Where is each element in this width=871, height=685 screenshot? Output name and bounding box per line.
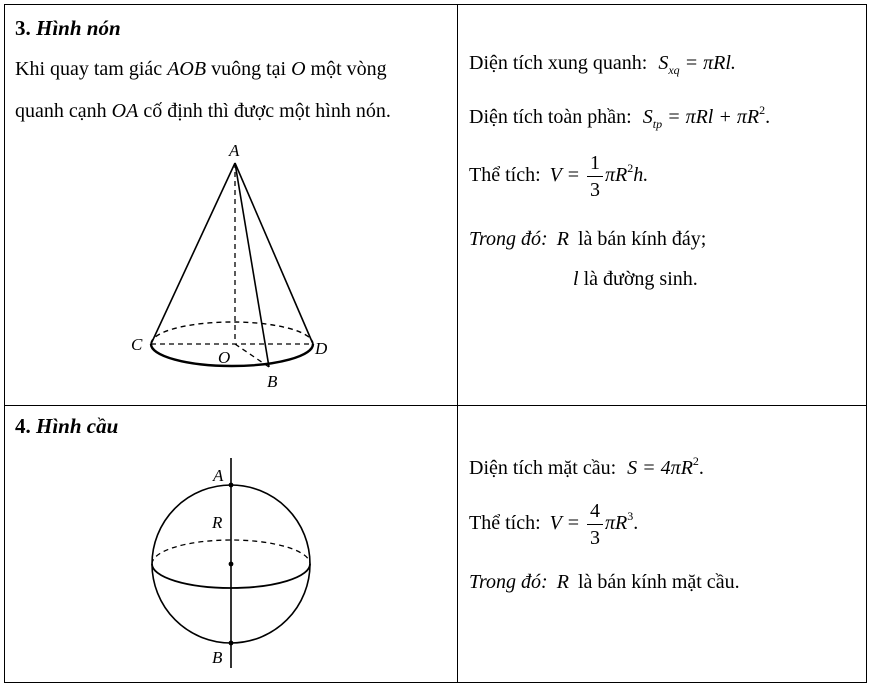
desc-text: một vòng: [310, 58, 387, 80]
volume-lhs: V =: [549, 512, 580, 535]
cone-heading-text: Hình nón: [36, 16, 121, 40]
sphere-label-a: A: [213, 466, 224, 485]
lateral-area-label: Diện tích xung quanh:: [469, 52, 648, 74]
cone-base-front: [151, 344, 313, 366]
sphere-where-r: [469, 571, 740, 594]
cone-base-back: [151, 322, 313, 344]
triangle-symbol: AOB: [167, 58, 207, 80]
fraction-denominator: 3: [590, 179, 600, 201]
cone-side-right: [235, 163, 313, 344]
desc-text: vuông tại: [211, 58, 287, 80]
volume-formula: πR: [605, 512, 628, 535]
lateral-area-formula: = πRl.: [684, 52, 736, 74]
radius-description: là bán kính mặt cầu.: [577, 571, 740, 593]
total-area-label: Diện tích toàn phần:: [469, 106, 632, 128]
cone-label-o: O: [218, 348, 231, 367]
fraction-numerator: 4: [587, 501, 603, 525]
total-area-formula: = πRl + πR: [667, 106, 760, 128]
cone-label-b: B: [267, 372, 278, 391]
cone-volume: [469, 153, 648, 200]
cone-heading-number: 3.: [15, 16, 31, 40]
volume-exponent: 2: [627, 161, 634, 176]
fraction-denominator: 3: [590, 527, 600, 549]
volume-exponent: 3: [627, 509, 634, 524]
generatrix-symbol: l: [573, 268, 579, 290]
cone-generatrix-ab: [235, 163, 269, 367]
cone-label-c: C: [131, 335, 143, 354]
sphere-point-b: [229, 641, 234, 646]
sphere-point-center: [229, 562, 234, 567]
generatrix-description: là đường sinh.: [583, 268, 698, 290]
surface-area-exponent: 2: [692, 454, 699, 468]
total-area-end: .: [765, 106, 771, 128]
cone-label-d: D: [315, 339, 328, 358]
volume-label: Thể tích:: [469, 164, 541, 187]
surface-area-end: .: [698, 457, 704, 479]
cone-side-left: [151, 163, 235, 344]
sphere-heading-text: Hình cầu: [36, 414, 119, 438]
sphere-figure: [5, 406, 457, 682]
lateral-area-symbol: S: [658, 52, 669, 74]
volume-end: .: [633, 512, 639, 535]
cone-total-area: [469, 103, 770, 132]
desc-text: Khi quay tam giác: [15, 58, 163, 80]
sphere-surface-area: [469, 454, 704, 480]
volume-formula: πR: [605, 164, 628, 187]
cone-lateral-area: [469, 52, 736, 78]
fraction-numerator: 1: [587, 153, 603, 177]
point-symbol: O: [291, 58, 306, 80]
volume-fraction: [587, 501, 603, 548]
desc-text: cố định thì được một hình nón.: [143, 100, 391, 122]
sphere-point-a: [229, 483, 234, 488]
sphere-heading-number: 4.: [15, 414, 31, 438]
total-area-symbol: S: [642, 106, 653, 128]
sphere-label-b: B: [212, 648, 223, 667]
radius-symbol: R: [556, 571, 569, 593]
sphere-label-r: R: [212, 513, 223, 532]
where-label: Trong đó:: [469, 228, 548, 250]
volume-end: h.: [633, 164, 649, 187]
sphere-volume: [469, 501, 638, 548]
surface-area-formula: S = 4πR: [627, 457, 693, 479]
volume-lhs: V =: [549, 164, 580, 187]
desc-text: quanh cạnh: [15, 100, 107, 122]
radius-symbol: R: [556, 228, 569, 250]
surface-area-label: Diện tích mặt cầu:: [469, 457, 617, 479]
cone-label-a: A: [229, 141, 240, 160]
total-area-subscript: tp: [652, 117, 663, 131]
cone-where-l: [573, 268, 698, 291]
cone-where-r: [469, 228, 706, 251]
sphere-description-cell: [4, 405, 458, 683]
sphere-formula-cell: [457, 405, 867, 683]
volume-label: Thể tích:: [469, 512, 541, 535]
where-label: Trong đó:: [469, 571, 548, 593]
cone-figure: [5, 5, 457, 405]
radius-description: là bán kính đáy;: [577, 228, 707, 250]
lateral-area-subscript: xq: [668, 63, 680, 77]
edge-symbol: OA: [111, 100, 139, 122]
cone-formula-cell: [457, 4, 867, 406]
total-area-exponent: 2: [759, 103, 766, 117]
cone-description-cell: [4, 4, 458, 406]
volume-fraction: [587, 153, 603, 200]
